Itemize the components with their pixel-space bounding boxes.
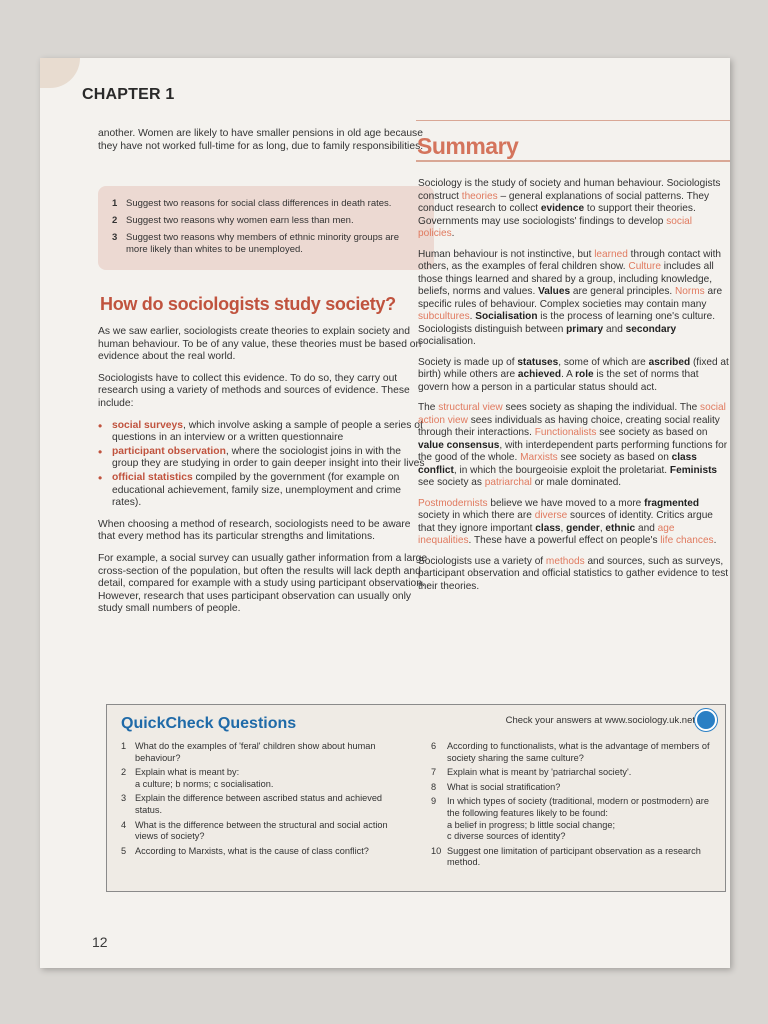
question-number: 8 [431,781,437,792]
question-line: Explain the difference between ascribed status and achieved status. [135,793,383,815]
summary-text: or male dominated. [531,477,622,488]
key-term: gender [566,522,600,534]
globe-icon [695,709,717,731]
summary-text: and [635,522,658,534]
quickcheck-question [431,767,713,779]
summary-text: see society as based on [596,427,708,438]
question-text [135,846,369,858]
question-line: In which types of society (traditional, modern or postmodern) are the following features likely to be found: [447,796,709,818]
key-term: evidence [540,203,585,214]
summary-text: sees society as shaping the individual. The [502,402,701,413]
textbook-page [40,58,730,968]
summary-text: , in which the bourgeoisie exploit the proletariat. [453,464,670,476]
method-term: official statistics [112,471,193,483]
activity-question [112,215,422,227]
summary-text: sees individuals as having choice, creating social reality through their interactions. [418,414,720,438]
question-line: a belief in progress; b little social change; [447,819,616,830]
question-line: What do the examples of 'feral' children show about human behaviour? [135,741,376,763]
summary-text: Human behaviour is not instinctive, but [418,248,595,260]
question-text [135,767,273,790]
summary-text: . These have a powerful effect on people's [468,535,661,546]
summary-text: . [713,535,717,546]
question-text: Suggest two reasons why members of ethnic minority groups are more likely than whites to be unemployed. [126,232,399,255]
question-text [447,782,560,794]
summary-paragraph [418,249,730,349]
key-term: social policies [418,215,693,239]
key-term: class conflict [418,452,697,476]
key-term: Postmodernists [418,497,488,509]
key-term: social action view [418,402,726,426]
key-term: subcultures [418,311,470,322]
section-body [98,326,430,625]
summary-paragraph [418,357,730,395]
key-term: value consensus [418,439,500,451]
summary-text: The [418,402,439,413]
question-text: Suggest two reasons for social class differences in death rates. [126,198,392,209]
bullet-text [112,420,430,445]
summary-text: to support their theories. Governments may use sociologists' findings to develop [418,203,696,227]
key-term: secondary [625,323,677,335]
section-heading: How do sociologists study society? [100,294,396,314]
quickcheck-question [121,741,391,764]
activity-box [98,186,434,270]
key-term: diverse [534,510,568,521]
question-number: 1 [121,741,127,751]
quickcheck-box [106,704,726,892]
bullet-dot-icon: • [98,444,103,459]
key-term: learned [594,248,628,260]
question-text: Suggest two reasons why women earn less than men. [126,215,354,226]
key-term: patriarchal [484,477,532,488]
method-bullet [98,472,430,510]
quickcheck-question [431,741,713,764]
question-line: Suggest one limitation of participant observation as a research method. [447,845,701,868]
key-term: ethnic [605,522,636,534]
summary-text: socialisation. [418,336,476,347]
key-term: achieved [517,369,562,380]
activity-question [112,198,422,210]
summary-text: . [469,311,476,322]
method-bullet-list [98,420,430,510]
key-term: Feminists [669,464,718,476]
key-term: class [535,522,561,534]
bullet-text [112,472,430,510]
summary-text: is the process of learning one's culture. Sociologists distinguish between [418,311,716,335]
summary-text: are general principles. [570,286,675,297]
quickcheck-questions-right [431,741,713,872]
method-description: , where the sociologist joins in with the group they are studying in order to gain deeper insight into their lives [112,445,425,470]
question-number: 10 [431,845,442,856]
question-number: 3 [121,793,127,804]
quickcheck-question [431,796,713,842]
section-paragraph-1: As we saw earlier, sociologists create theories to explain society and human behaviour. To be of any value, these theories must be based on evidence about the real world. [98,326,422,363]
key-term: age inequalities [418,522,675,546]
bullet-dot-icon: • [98,470,103,485]
key-term: structural view [438,402,503,413]
bullet-dot-icon: • [98,418,103,433]
question-text [447,796,713,842]
question-number: 4 [121,819,127,830]
question-number: 3 [112,232,118,243]
quickcheck-title: QuickCheck Questions [121,715,297,732]
summary-text: and sources, such as surveys, participant observation and official statistics to gather evidence to test their theories. [418,555,729,592]
question-text [135,820,391,843]
quickcheck-question [121,820,391,843]
summary-title: Summary [417,133,519,159]
intro-paragraph [98,128,430,162]
section-paragraph-3: When choosing a method of research, sociologists need to be aware that every method has its particular strengths and limitations. [98,518,411,543]
key-term: theories [461,190,498,202]
method-bullet [98,446,430,471]
key-term: methods [545,555,585,567]
question-number: 5 [121,845,127,856]
question-text [135,741,391,764]
key-term: Marxists [520,452,558,463]
summary-text: believe we have moved to a more [487,497,645,509]
summary-text: Sociology is the study of society and human behaviour. Sociologists construct [418,178,721,202]
summary-text: . [451,228,455,239]
question-line: What is social stratification? [447,781,561,792]
section-paragraph-2: Sociologists have to collect this evidence. To do so, they carry out research using a variety of methods and sources of evidence. These include: [98,372,410,409]
quickcheck-question [121,846,391,858]
question-text [447,741,713,764]
summary-text: sources of identity. Critics argue that they ignore important [418,510,713,534]
summary-top-rule [416,120,730,121]
key-term: Values [538,286,571,297]
method-bullet [98,420,430,445]
check-answers-link[interactable]: Check your answers at www.sociology.uk.net [505,715,695,726]
quickcheck-question [121,793,391,816]
summary-text: , [560,522,567,534]
key-term: statuses [517,356,559,368]
summary-body [418,178,730,601]
page-number: 12 [92,934,108,950]
question-number: 2 [112,215,118,226]
question-line: According to functionalists, what is the advantage of members of society sharing the same culture? [447,741,710,763]
question-line: a culture; b norms; c socialisation. [135,778,274,789]
summary-text: and [603,323,626,335]
activity-list [98,186,434,256]
method-description: , which involve asking a sample of people a series of questions in an interview or a written questionnaire [112,419,423,444]
summary-paragraph [418,178,730,241]
summary-rule [416,160,730,162]
section-paragraph-4: For example, a social survey can usually gather information from a large cross-section of the population, but often the results will lack depth and detail, compared for example with a study using participant observation. However, research that uses participant observation can usually only study small numbers of people. [98,552,428,615]
method-description: compiled by the government (for example on educational achievement, family size, unemployment and crime rates). [112,471,402,509]
summary-paragraph [418,402,730,490]
summary-text: society in which there are [418,510,535,521]
key-term: life chances [660,535,714,546]
page-corner-decoration [40,58,80,88]
activity-question [112,232,422,256]
key-term: ascribed [648,356,691,368]
quickcheck-questions-left [121,741,391,860]
summary-text: are specific rules of behaviour. Complex societies may contain many [418,286,723,310]
quickcheck-question [121,767,391,790]
method-term: participant observation [112,445,226,457]
summary-paragraph [418,498,730,548]
question-text [447,846,713,869]
question-number: 6 [431,741,437,751]
summary-text: – general explanations of social patterns. They conduct research to collect [418,190,710,214]
quickcheck-question [431,846,713,869]
summary-text: includes all those things learned and shared by a group, including knowledge, beliefs, norms and values. [418,261,714,297]
chapter-heading: CHAPTER 1 [82,86,175,103]
question-line: Explain what is meant by: [135,767,240,778]
key-term: Norms [675,286,705,297]
question-line: What is the difference between the structural and social action views of society? [135,819,388,842]
key-term: role [575,369,594,380]
question-text [447,767,631,779]
summary-text: see society as [418,477,485,488]
summary-text: is the set of norms that govern how a person in a particular status should act. [418,369,699,393]
summary-text: , with interdependent parts performing functions for the good of the whole. [418,439,728,463]
question-number: 7 [431,767,437,778]
question-line: Explain what is meant by 'patriarchal society'. [447,767,632,778]
summary-text: Society is made up of [418,356,518,368]
intro-text: another. Women are likely to have smaller pensions in old age because they have not worked full-time for as long, due to family responsibilities. [98,128,424,152]
quickcheck-question [431,782,713,794]
summary-text: Sociologists use a variety of [418,555,546,567]
summary-text: see society as based on [557,452,672,463]
summary-text: , [599,522,606,534]
question-number: 9 [431,796,437,807]
key-term: primary [566,323,604,335]
key-term: Socialisation [475,311,538,322]
key-term: Culture [628,261,661,272]
bullet-text [112,446,430,471]
summary-text: (fixed at birth) while others are [418,356,729,380]
method-term: social surveys [112,419,183,431]
question-number: 2 [121,767,127,778]
key-term: fragmented [644,497,700,509]
question-text [135,793,391,816]
summary-paragraph [418,556,730,594]
question-line: According to Marxists, what is the cause of class conflict? [135,845,369,856]
summary-text: . A [561,369,576,380]
question-line: c diverse sources of identity? [447,831,566,842]
question-number: 1 [112,198,118,209]
summary-text: , some of which are [558,356,649,368]
key-term: Functionalists [534,427,597,438]
summary-text: through contact with others, as the examples of feral children show. [418,248,722,272]
